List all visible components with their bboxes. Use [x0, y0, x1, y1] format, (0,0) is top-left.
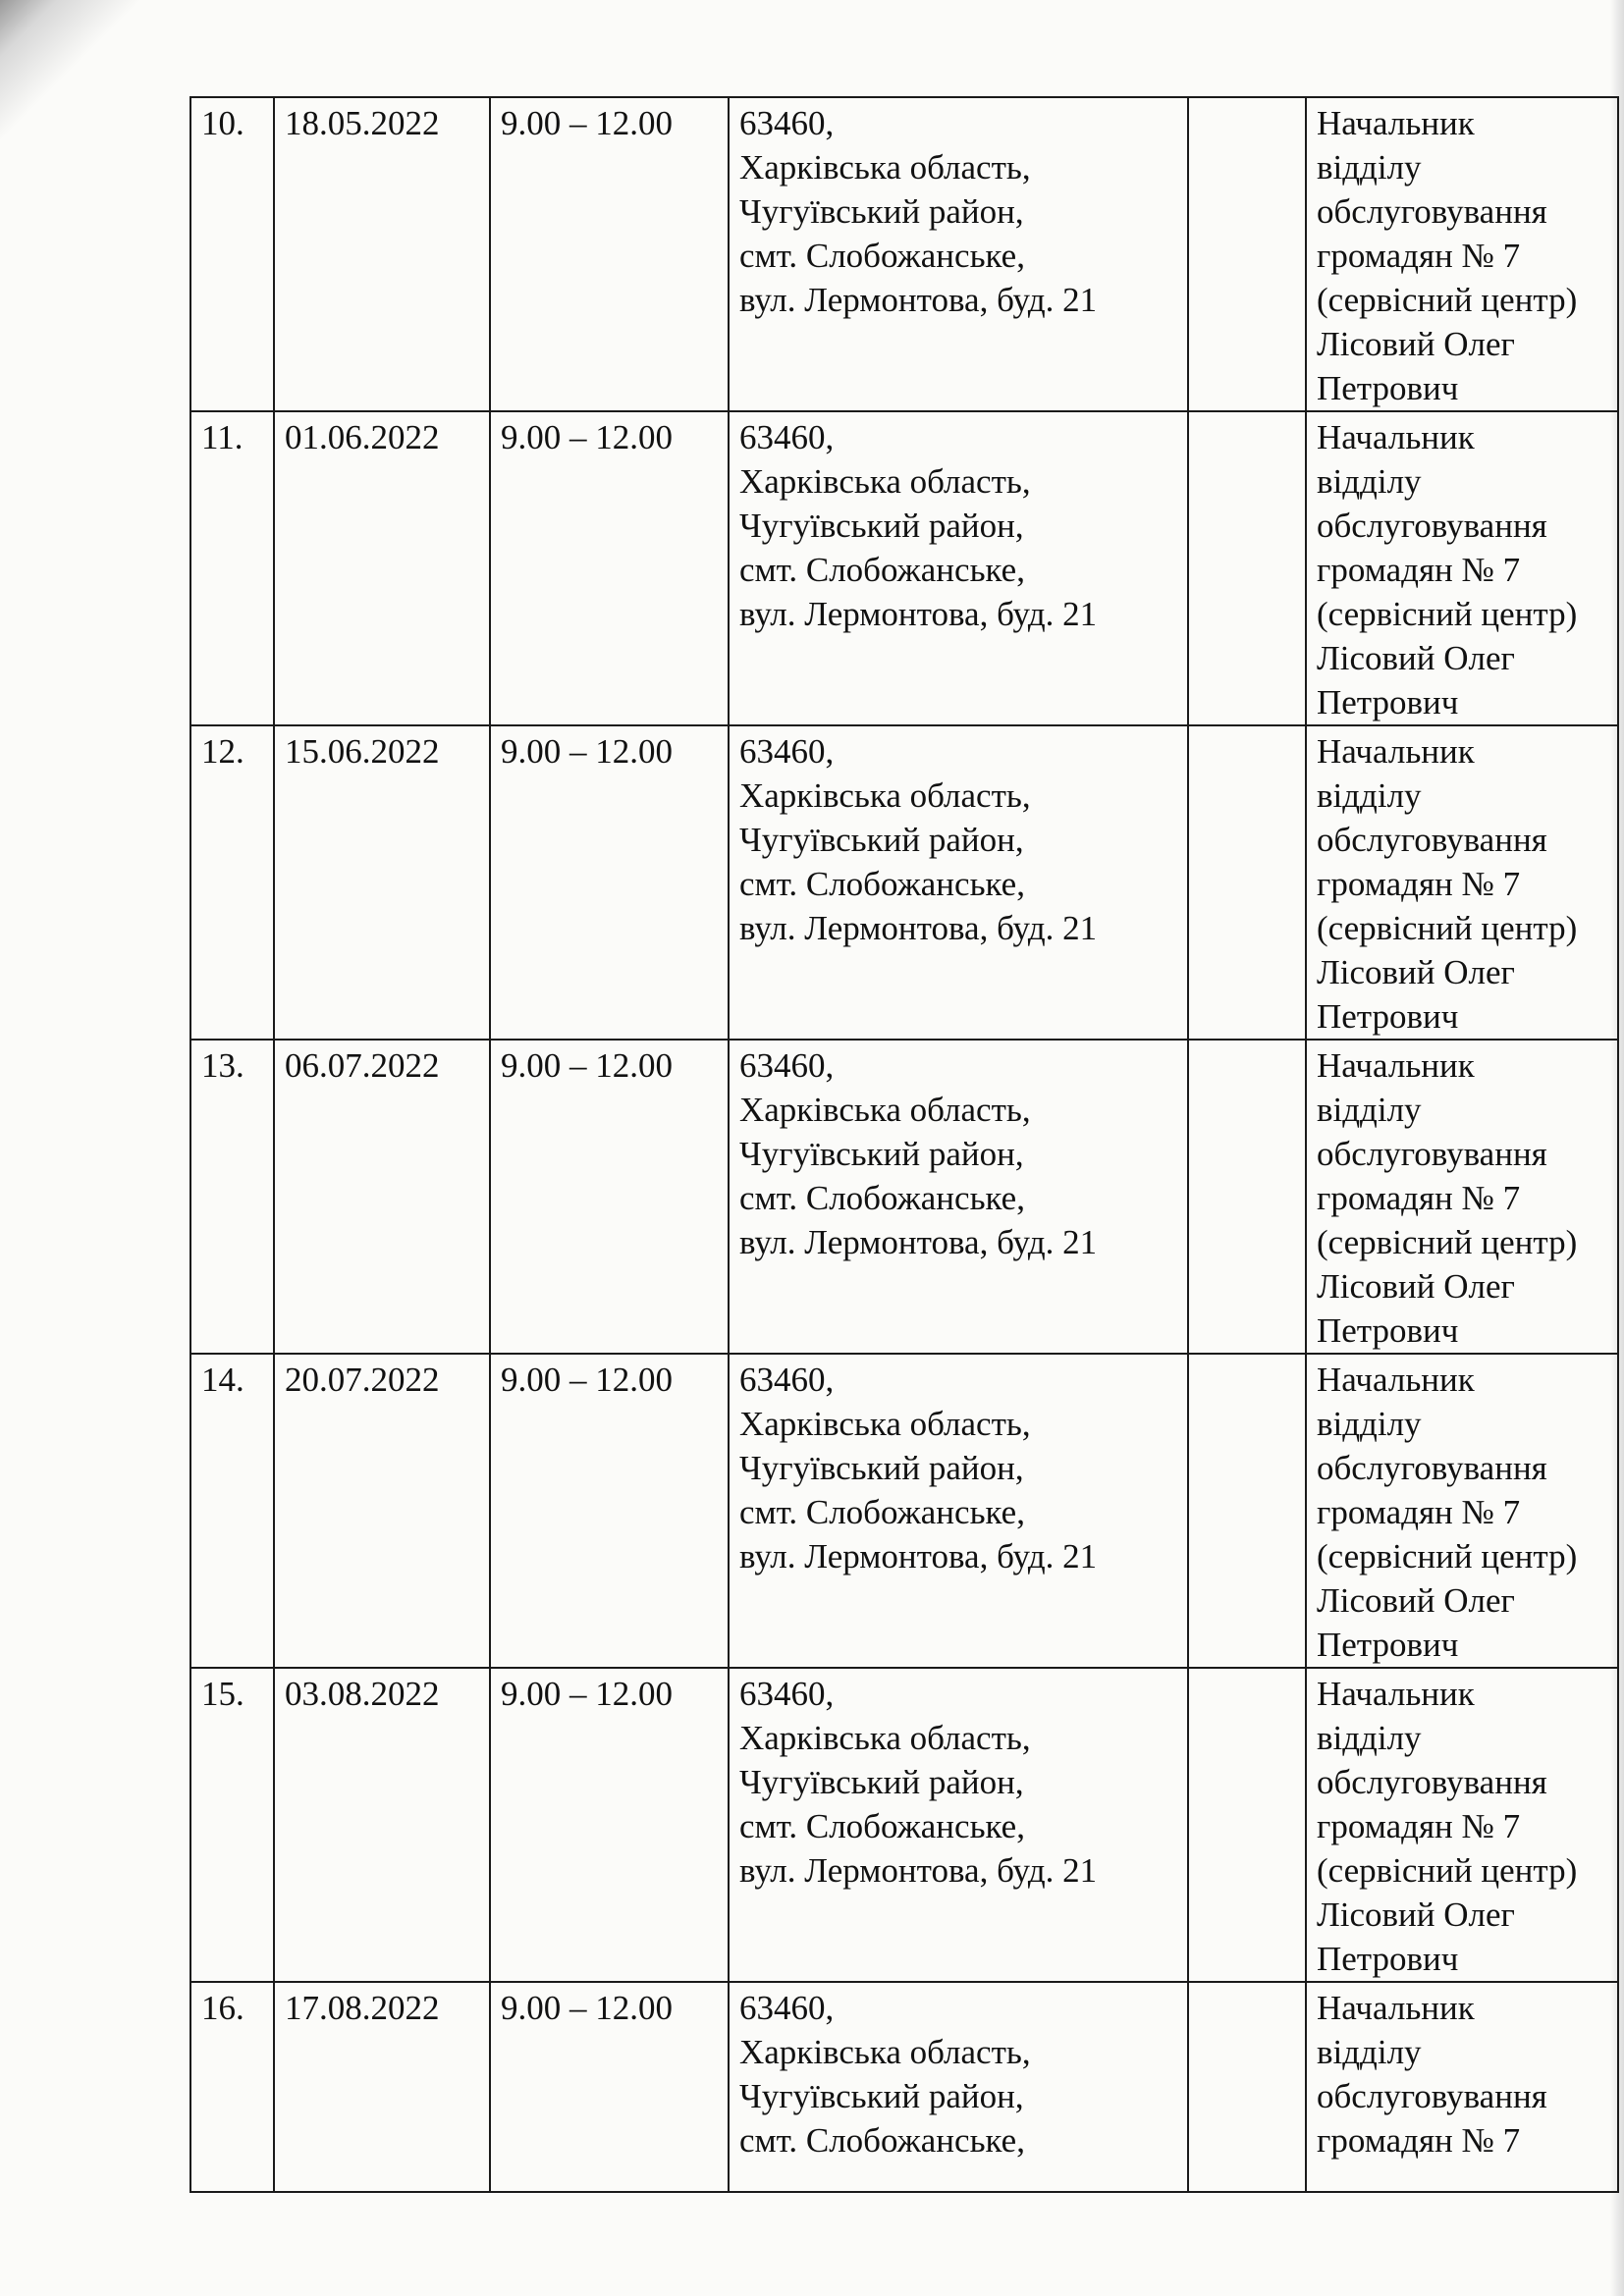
address-line: 63460,: [739, 1361, 835, 1399]
address-line: 63460,: [739, 1046, 835, 1085]
responsible-line: Лісовий Олег: [1317, 639, 1515, 677]
responsible-line: Лісовий Олег: [1317, 953, 1515, 991]
address-line: Чугуївський район,: [739, 1449, 1024, 1487]
address-line: 63460,: [739, 1675, 835, 1713]
responsible-person-cell: [1306, 725, 1618, 1040]
responsible-line: обслуговування: [1317, 1763, 1547, 1801]
responsible-line: обслуговування: [1317, 1449, 1547, 1487]
responsible-line: (сервісний центр): [1317, 1851, 1578, 1890]
row-number-cell: 16.: [190, 1982, 274, 2192]
address-line: вул. Лермонтова, буд. 21: [739, 1851, 1098, 1890]
address-line: вул. Лермонтова, буд. 21: [739, 281, 1098, 319]
responsible-line: громадян № 7: [1317, 551, 1521, 589]
responsible-line: громадян № 7: [1317, 865, 1521, 903]
schedule-row: [190, 725, 1618, 1040]
address-line: Чугуївський район,: [739, 1135, 1024, 1173]
responsible-line: обслуговування: [1317, 2077, 1547, 2115]
address-cell: [729, 1040, 1188, 1354]
blank-cell: [1188, 97, 1306, 411]
responsible-line: відділу: [1317, 2033, 1422, 2071]
row-number-cell: 10.: [190, 97, 274, 411]
responsible-line: громадян № 7: [1317, 2121, 1521, 2160]
responsible-line: відділу: [1317, 1719, 1422, 1757]
blank-cell: [1188, 411, 1306, 725]
address-cell: [729, 1982, 1188, 2192]
address-line: смт. Слобожанське,: [739, 865, 1025, 903]
responsible-line: Петрович: [1317, 1311, 1459, 1350]
address-cell: [729, 97, 1188, 411]
responsible-person-cell: [1306, 1668, 1618, 1982]
address-cell: [729, 725, 1188, 1040]
address-cell: [729, 411, 1188, 725]
responsible-line: Петрович: [1317, 369, 1459, 407]
responsible-line: відділу: [1317, 1091, 1422, 1129]
time-cell: 9.00 – 12.00: [490, 97, 729, 411]
date-cell: 01.06.2022: [274, 411, 490, 725]
schedule-row: [190, 1982, 1618, 2192]
time-cell: 9.00 – 12.00: [490, 411, 729, 725]
responsible-person-cell: [1306, 1982, 1618, 2192]
time-cell: 9.00 – 12.00: [490, 1354, 729, 1668]
responsible-person-cell: [1306, 411, 1618, 725]
blank-cell: [1188, 1354, 1306, 1668]
address-line: смт. Слобожанське,: [739, 237, 1025, 275]
address-line: 63460,: [739, 1989, 835, 2027]
address-line: Чугуївський район,: [739, 821, 1024, 859]
responsible-line: відділу: [1317, 462, 1422, 501]
address-line: смт. Слобожанське,: [739, 551, 1025, 589]
reception-schedule-table: [189, 96, 1619, 2193]
responsible-line: громадян № 7: [1317, 237, 1521, 275]
responsible-line: відділу: [1317, 776, 1422, 815]
blank-cell: [1188, 1040, 1306, 1354]
responsible-line: громадян № 7: [1317, 1807, 1521, 1845]
responsible-line: Начальник: [1317, 418, 1475, 456]
address-line: 63460,: [739, 732, 835, 771]
blank-cell: [1188, 1668, 1306, 1982]
address-line: 63460,: [739, 104, 835, 142]
responsible-line: обслуговування: [1317, 821, 1547, 859]
address-line: смт. Слобожанське,: [739, 1179, 1025, 1217]
responsible-line: Лісовий Олег: [1317, 1267, 1515, 1306]
responsible-person-cell: [1306, 1040, 1618, 1354]
date-cell: 15.06.2022: [274, 725, 490, 1040]
time-cell: 9.00 – 12.00: [490, 1668, 729, 1982]
address-line: Харківська область,: [739, 776, 1031, 815]
address-line: Харківська область,: [739, 1091, 1031, 1129]
responsible-line: Начальник: [1317, 1675, 1475, 1713]
date-cell: 03.08.2022: [274, 1668, 490, 1982]
schedule-row: [190, 1668, 1618, 1982]
blank-cell: [1188, 725, 1306, 1040]
address-cell: [729, 1668, 1188, 1982]
responsible-line: Петрович: [1317, 997, 1459, 1036]
date-cell: 20.07.2022: [274, 1354, 490, 1668]
row-number-cell: 14.: [190, 1354, 274, 1668]
responsible-line: (сервісний центр): [1317, 281, 1578, 319]
address-line: Харківська область,: [739, 462, 1031, 501]
row-number-cell: 11.: [190, 411, 274, 725]
address-line: Харківська область,: [739, 2033, 1031, 2071]
address-line: 63460,: [739, 418, 835, 456]
responsible-line: Лісовий Олег: [1317, 1581, 1515, 1620]
time-cell: 9.00 – 12.00: [490, 725, 729, 1040]
schedule-row: [190, 97, 1618, 411]
address-line: Чугуївський район,: [739, 192, 1024, 231]
address-line: вул. Лермонтова, буд. 21: [739, 1223, 1098, 1261]
address-line: Харківська область,: [739, 1719, 1031, 1757]
schedule-table-body: [190, 97, 1618, 2192]
address-line: вул. Лермонтова, буд. 21: [739, 909, 1098, 947]
responsible-line: обслуговування: [1317, 192, 1547, 231]
address-line: Харківська область,: [739, 1405, 1031, 1443]
address-line: Чугуївський район,: [739, 507, 1024, 545]
responsible-line: Начальник: [1317, 732, 1475, 771]
responsible-line: Начальник: [1317, 1989, 1475, 2027]
responsible-line: Петрович: [1317, 1626, 1459, 1664]
responsible-line: (сервісний центр): [1317, 909, 1578, 947]
date-cell: 17.08.2022: [274, 1982, 490, 2192]
blank-cell: [1188, 1982, 1306, 2192]
time-cell: 9.00 – 12.00: [490, 1040, 729, 1354]
schedule-row: [190, 1354, 1618, 1668]
responsible-line: Начальник: [1317, 104, 1475, 142]
date-cell: 18.05.2022: [274, 97, 490, 411]
schedule-row: [190, 411, 1618, 725]
responsible-line: (сервісний центр): [1317, 1223, 1578, 1261]
responsible-line: обслуговування: [1317, 1135, 1547, 1173]
schedule-row: [190, 1040, 1618, 1354]
row-number-cell: 13.: [190, 1040, 274, 1354]
responsible-line: обслуговування: [1317, 507, 1547, 545]
address-line: смт. Слобожанське,: [739, 2121, 1025, 2160]
responsible-line: Лісовий Олег: [1317, 1896, 1515, 1934]
responsible-line: (сервісний центр): [1317, 1537, 1578, 1575]
address-line: смт. Слобожанське,: [739, 1493, 1025, 1531]
responsible-person-cell: [1306, 97, 1618, 411]
responsible-line: відділу: [1317, 148, 1422, 187]
time-cell: 9.00 – 12.00: [490, 1982, 729, 2192]
address-cell: [729, 1354, 1188, 1668]
responsible-line: Петрович: [1317, 1940, 1459, 1978]
responsible-line: Начальник: [1317, 1046, 1475, 1085]
responsible-line: громадян № 7: [1317, 1179, 1521, 1217]
address-line: вул. Лермонтова, буд. 21: [739, 595, 1098, 633]
scan-corner-shadow: [0, 0, 157, 157]
address-line: вул. Лермонтова, буд. 21: [739, 1537, 1098, 1575]
row-number-cell: 15.: [190, 1668, 274, 1982]
responsible-line: Лісовий Олег: [1317, 325, 1515, 363]
address-line: Харківська область,: [739, 148, 1031, 187]
date-cell: 06.07.2022: [274, 1040, 490, 1354]
responsible-line: відділу: [1317, 1405, 1422, 1443]
responsible-line: Начальник: [1317, 1361, 1475, 1399]
address-line: смт. Слобожанське,: [739, 1807, 1025, 1845]
row-number-cell: 12.: [190, 725, 274, 1040]
address-line: Чугуївський район,: [739, 1763, 1024, 1801]
responsible-person-cell: [1306, 1354, 1618, 1668]
responsible-line: Петрович: [1317, 683, 1459, 721]
responsible-line: громадян № 7: [1317, 1493, 1521, 1531]
address-line: Чугуївський район,: [739, 2077, 1024, 2115]
responsible-line: (сервісний центр): [1317, 595, 1578, 633]
